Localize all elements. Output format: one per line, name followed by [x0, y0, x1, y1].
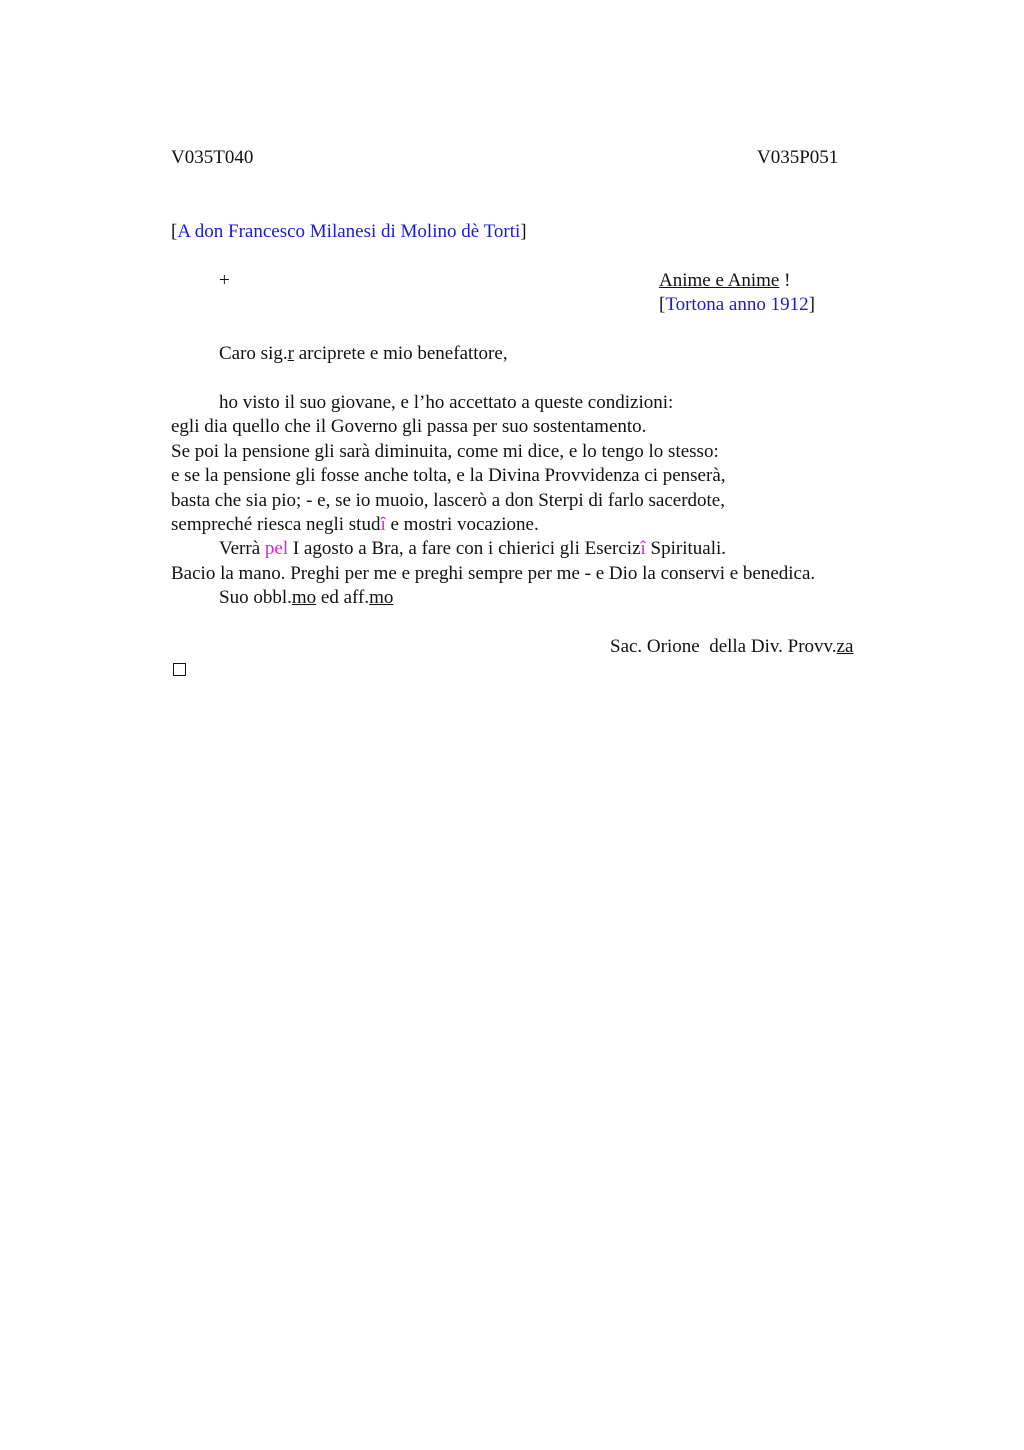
closing-superscript-1: mo — [291, 587, 317, 608]
body-line-2: egli dia quello che il Governo gli passa per suo sostentamento. — [171, 416, 647, 437]
body-line-6 — [171, 513, 539, 537]
motto-text: Anime e Anime — [659, 270, 780, 291]
motto-suffix: ! — [779, 270, 791, 291]
line6-text-end: e mostri vocazione. — [385, 514, 539, 535]
header-left-code: V035T040 — [171, 147, 254, 168]
bracket-close: ] — [520, 221, 527, 242]
body-line-4: e se la pensione gli fosse anche tolta, e la Divina Provvidenza ci penserà, — [171, 465, 726, 486]
variant-mark: î — [380, 514, 386, 535]
line7-text-mid: I agosto a Bra, a fare con i chierici gli Eserciz — [288, 538, 641, 559]
end-marker-box-icon — [173, 663, 186, 676]
closing-superscript-2: mo — [369, 587, 394, 608]
salutation-superscript: r — [287, 343, 294, 364]
bracket-open: [ — [171, 221, 178, 242]
motto — [659, 269, 790, 293]
salutation-pre: Caro sig. — [219, 343, 288, 364]
line6-text: sempreché riesca negli stud — [171, 514, 381, 535]
body-line-1: ho visto il suo giovane, e l’ho accettato a queste condizioni: — [219, 392, 674, 413]
bracket-close: ] — [808, 294, 815, 315]
line7-text: Verrà — [219, 538, 265, 559]
signature — [610, 635, 853, 659]
closing-mid: ed aff. — [316, 587, 370, 608]
place-date-text: Tortona anno 1912 — [665, 294, 809, 315]
bracket-open: [ — [659, 294, 666, 315]
closing — [219, 586, 393, 610]
body-line-7 — [219, 537, 726, 561]
signature-text: Sac. Orione della Div. Provv. — [610, 636, 837, 657]
body-line-5: basta che sia pio; - e, se io muoio, lascerò a don Sterpi di farlo sacerdote, — [171, 490, 725, 511]
signature-superscript: za — [836, 636, 854, 657]
salutation — [219, 342, 508, 366]
salutation-post: arciprete e mio benefattore, — [293, 343, 508, 364]
body-line-3: Se poi la pensione gli sarà diminuita, come mi dice, e lo tengo lo stesso: — [171, 441, 719, 462]
recipient-text: A don Francesco Milanesi di Molino dè Torti — [177, 221, 521, 242]
recipient-line — [171, 220, 527, 244]
cross-symbol: + — [219, 270, 230, 291]
place-date — [659, 293, 815, 317]
closing-pre: Suo obbl. — [219, 587, 292, 608]
line7-text-end: Spirituali. — [645, 538, 727, 559]
header-right-code: V035P051 — [757, 147, 839, 168]
body-line-8: Bacio la mano. Preghi per me e preghi sempre per me - e Dio la conservi e benedica. — [171, 563, 816, 584]
variant-mark: pel — [264, 538, 289, 559]
variant-mark: î — [640, 538, 646, 559]
